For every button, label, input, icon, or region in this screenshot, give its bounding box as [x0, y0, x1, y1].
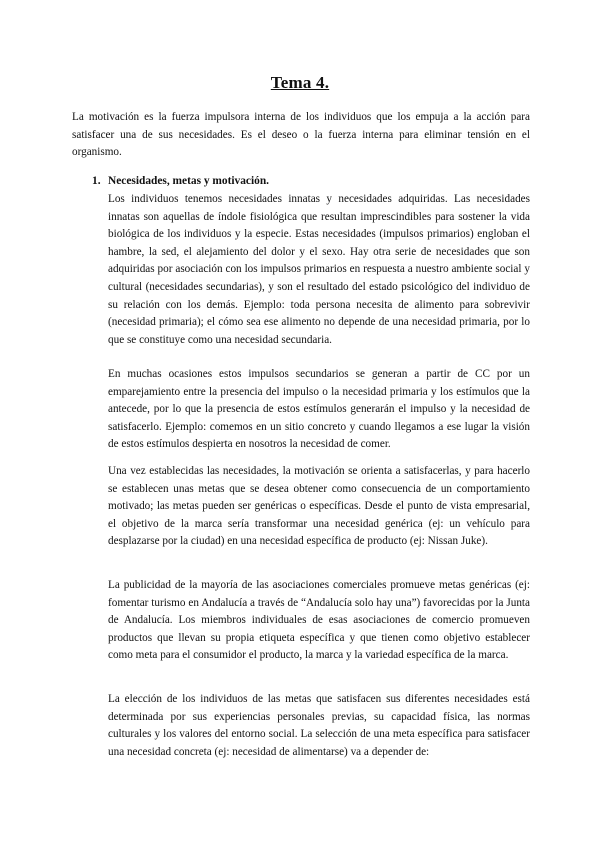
page-title: Tema 4. [270, 73, 330, 92]
paragraph-goal-selection: La elección de los individuos de las metas que satisfacen sus diferentes necesidades está determinada por sus experiencias personales previas, su capacidad física, las normas culturales y los valores del entorno social. La selección de una meta específica para satisfacer una necesidad concreta (ej: necesidad de alimentarse) va a depender de: [108, 693, 530, 758]
section-heading-text: Necesidades, metas y motivación. [108, 175, 270, 187]
section-number: 1. [92, 175, 101, 187]
paragraph-advertising: La publicidad de la mayoría de las asociaciones comerciales promueve metas genéricas (ej: fomentar turismo en Andalucía a través de “Andalucía solo hay una”) favorecidas por la Junta de Andalucía. Los miembros individuales de esas asociaciones de comercio promueven productos que llevan su propia etiqueta específica y que tienen como objetivo establecer como meta para el consumidor el producto, la marca y la variedad específica de la marca. [108, 579, 530, 662]
intro-paragraph: La motivación es la fuerza impulsora interna de los individuos que los empuja a la acción para satisfacer una de sus necesidades. Es el deseo o la fuerza interna para eliminar tensión en el organismo. [72, 111, 530, 159]
paragraph-goals: Una vez establecidas las necesidades, la motivación se orienta a satisfacerlas, y para hacerlo se establecen unas metas que se desea obtener como consecuencia de un comportamiento motivado; las metas pueden ser genéricas o específicas. Desde el punto de vista empresarial, el objetivo de la marca sería transformar una necesidad genérica (ej: un vehículo para desplazarse por la ciudad) en una necesidad específica de producto (ej: Nissan Juke). [108, 465, 530, 548]
paragraph-needs: Los individuos tenemos necesidades innatas y necesidades adquiridas. Las necesidades innatas son aquellas de índole fisiológica que resultan imprescindibles para sostener la vida biológica de los individuos y la especie. Estas necesidades (impulsos primarios) engloban el hambre, la sed, el alejamiento del dolor y el sexo. Hay otra serie de necesidades que son adquiridas por asociación con los impulsos primarios en respuesta a nuestro ambiente social y cultural (necesidades secundarias), y son el resultado del estado psicológico del individuo de su relación con los demás. Ejemplo: toda persona necesita de alimento para sobrevivir (necesidad primaria); el cómo sea ese alimento no depende de una necesidad primaria, por lo que se constituye como una necesidad secundaria. [108, 193, 530, 346]
section-heading [92, 175, 269, 187]
paragraph-secondary-impulses: En muchas ocasiones estos impulsos secundarios se generan a partir de CC por un emparejamiento entre la presencia del impulso o la necesidad primaria y los estímulos que la antecede, por lo que la presencia de estos estímulos generarán el impulso y la necesidad de satisfacerlo. Ejemplo: comemos en un sitio concreto y cuando llegamos a ese lugar la visión de estos estímulos despierta en nosotros la necesidad de comer. [108, 368, 530, 451]
